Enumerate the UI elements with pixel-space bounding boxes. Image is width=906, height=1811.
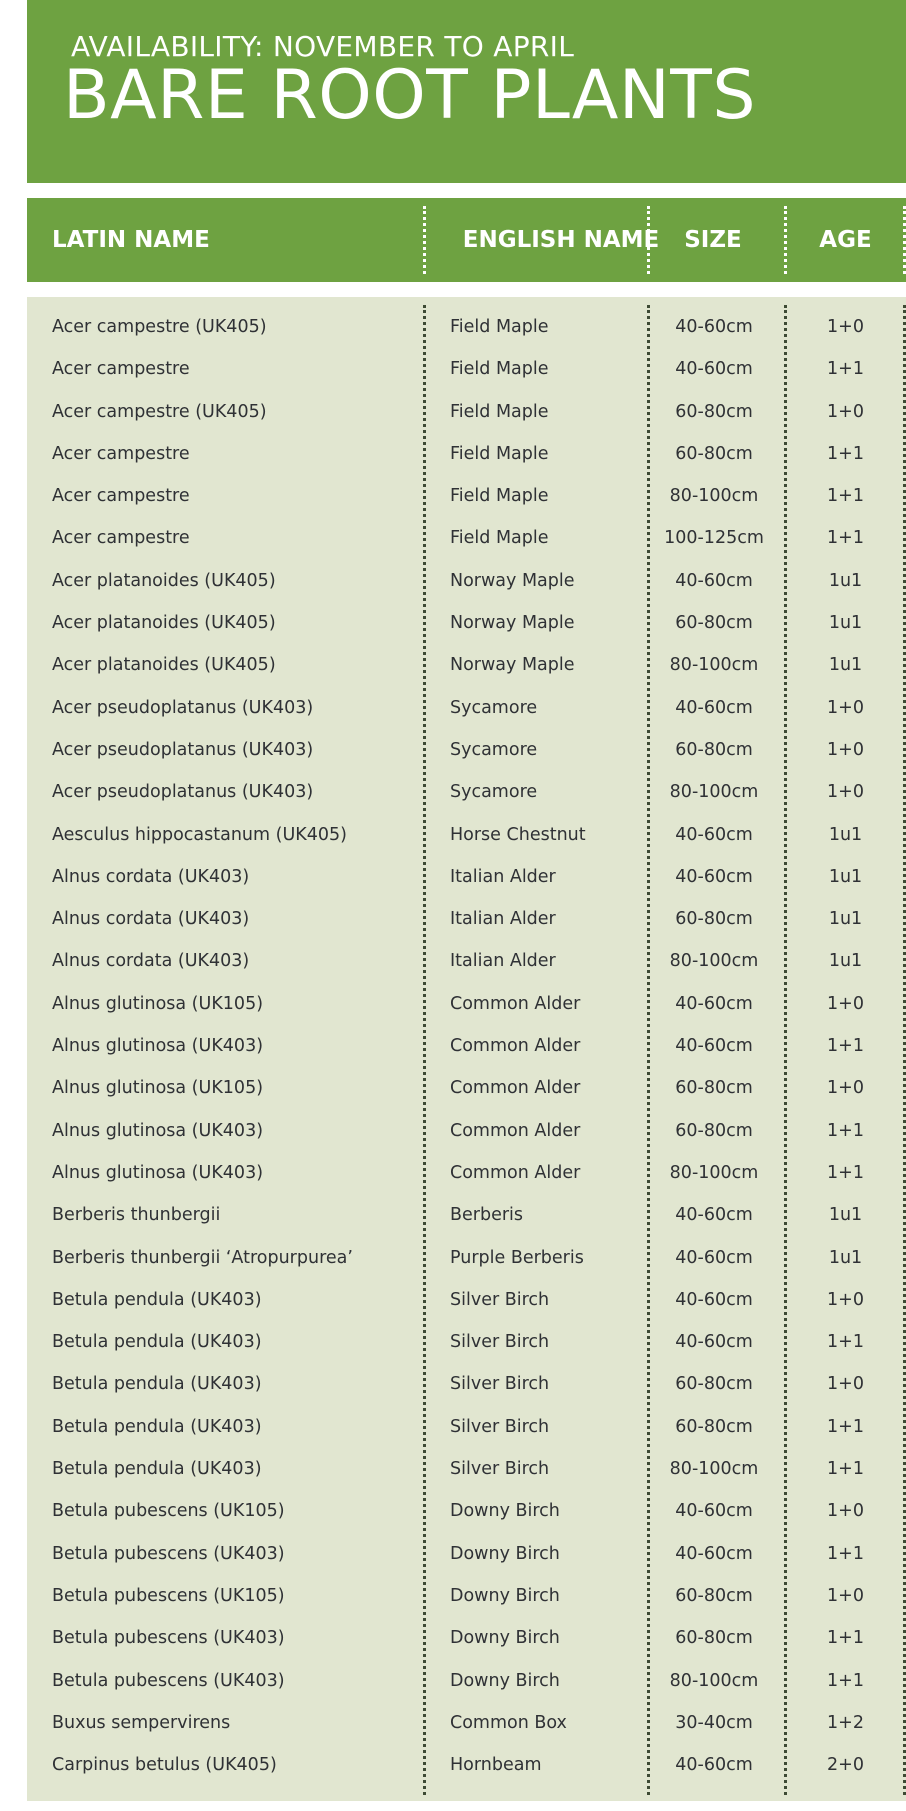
- cell-latin-name: Acer platanoides (UK405): [52, 570, 276, 591]
- cell-age: 1+1: [827, 528, 864, 549]
- cell-age: 1u1: [828, 866, 863, 887]
- cell-english-name: Purple Berberis: [450, 1247, 584, 1268]
- cell-size: 40-60cm: [675, 1755, 753, 1776]
- table-row: [27, 1279, 906, 1321]
- table-row: [27, 1194, 906, 1236]
- cell-size: 60-80cm: [675, 739, 753, 760]
- cell-age: 1+0: [827, 739, 864, 760]
- table-row: [27, 1067, 906, 1109]
- cell-english-name: Hornbeam: [450, 1755, 542, 1776]
- cell-english-name: Common Alder: [450, 1036, 581, 1057]
- cell-size: 80-100cm: [669, 1162, 759, 1183]
- cell-age: 1+1: [827, 486, 864, 507]
- cell-english-name: Norway Maple: [450, 570, 575, 591]
- cell-size: 40-60cm: [675, 993, 753, 1014]
- cell-size: 60-80cm: [675, 1374, 753, 1395]
- cell-latin-name: Acer platanoides (UK405): [52, 613, 276, 634]
- column-header-english-name: ENGLISH NAME: [462, 227, 660, 253]
- cell-english-name: Field Maple: [450, 401, 549, 422]
- cell-latin-name: Acer campestre (UK405): [52, 401, 267, 422]
- cell-age: 1+0: [827, 1585, 864, 1606]
- cell-age: 1+1: [827, 443, 864, 464]
- cell-age: 1+0: [827, 401, 864, 422]
- page-title: BARE ROOT PLANTS: [63, 56, 756, 135]
- cell-age: 1+1: [827, 1416, 864, 1437]
- cell-size: 60-80cm: [675, 1416, 753, 1437]
- cell-age: 1u1: [828, 1205, 863, 1226]
- table-row: [27, 433, 906, 475]
- cell-age: 2+0: [827, 1755, 864, 1776]
- cell-english-name: Berberis: [450, 1205, 524, 1226]
- cell-latin-name: Alnus glutinosa (UK105): [52, 1078, 264, 1099]
- cell-english-name: Common Alder: [450, 993, 581, 1014]
- cell-english-name: Italian Alder: [450, 951, 556, 972]
- cell-english-name: Downy Birch: [450, 1585, 560, 1606]
- table-row: [27, 1321, 906, 1363]
- table-row: [27, 814, 906, 856]
- column-divider: [423, 206, 426, 274]
- cell-latin-name: Acer pseudoplatanus (UK403): [52, 697, 314, 718]
- cell-size: 40-60cm: [675, 359, 753, 380]
- cell-size: 40-60cm: [675, 1332, 753, 1353]
- cell-size: 80-100cm: [669, 655, 759, 676]
- plant-table-body: [27, 297, 906, 1801]
- table-header: [27, 198, 906, 282]
- cell-english-name: Field Maple: [450, 359, 549, 380]
- table-row: [27, 856, 906, 898]
- cell-english-name: Italian Alder: [450, 909, 556, 930]
- table-row: [27, 1406, 906, 1448]
- cell-size: 80-100cm: [669, 1670, 759, 1691]
- table-row: [27, 348, 906, 390]
- cell-age: 1+1: [827, 1628, 864, 1649]
- table-row: [27, 560, 906, 602]
- table-row: [27, 644, 906, 686]
- cell-latin-name: Acer campestre: [52, 359, 190, 380]
- cell-size: 40-60cm: [675, 1247, 753, 1268]
- cell-size: 40-60cm: [675, 1543, 753, 1564]
- table-row: [27, 1702, 906, 1744]
- table-row: [27, 517, 906, 559]
- cell-latin-name: Aesculus hippocastanum (UK405): [52, 824, 347, 845]
- cell-age: 1+1: [827, 359, 864, 380]
- cell-age: 1+0: [827, 1501, 864, 1522]
- cell-size: 80-100cm: [669, 951, 759, 972]
- table-row: [27, 1533, 906, 1575]
- cell-english-name: Common Alder: [450, 1162, 581, 1183]
- cell-age: 1u1: [828, 909, 863, 930]
- cell-english-name: Horse Chestnut: [450, 824, 586, 845]
- cell-size: 40-60cm: [675, 824, 753, 845]
- table-row: [27, 1025, 906, 1067]
- table-row: [27, 602, 906, 644]
- table-row: [27, 687, 906, 729]
- cell-latin-name: Betula pendula (UK403): [52, 1332, 262, 1353]
- cell-latin-name: Alnus cordata (UK403): [52, 866, 250, 887]
- cell-latin-name: Acer campestre: [52, 443, 190, 464]
- cell-english-name: Silver Birch: [450, 1332, 550, 1353]
- cell-latin-name: Betula pubescens (UK105): [52, 1501, 285, 1522]
- table-row: [27, 940, 906, 982]
- cell-size: 30-40cm: [675, 1712, 753, 1733]
- table-row: [27, 898, 906, 940]
- cell-size: 40-60cm: [675, 866, 753, 887]
- cell-latin-name: Betula pendula (UK403): [52, 1289, 262, 1310]
- cell-english-name: Common Alder: [450, 1120, 581, 1141]
- cell-age: 1+2: [827, 1712, 864, 1733]
- table-row: [27, 1237, 906, 1279]
- cell-age: 1+0: [827, 697, 864, 718]
- cell-age: 1+1: [827, 1120, 864, 1141]
- cell-size: 40-60cm: [675, 1205, 753, 1226]
- cell-age: 1+0: [827, 993, 864, 1014]
- cell-size: 80-100cm: [669, 782, 759, 803]
- cell-english-name: Norway Maple: [450, 613, 575, 634]
- cell-english-name: Field Maple: [450, 443, 549, 464]
- table-row: [27, 1617, 906, 1659]
- cell-age: 1+1: [827, 1670, 864, 1691]
- table-row: [27, 729, 906, 771]
- title-banner: [27, 0, 906, 183]
- table-row: [27, 983, 906, 1025]
- table-row: [27, 1490, 906, 1532]
- cell-latin-name: Acer pseudoplatanus (UK403): [52, 782, 314, 803]
- cell-latin-name: Betula pendula (UK403): [52, 1374, 262, 1395]
- cell-latin-name: Buxus sempervirens: [52, 1712, 231, 1733]
- cell-latin-name: Alnus glutinosa (UK403): [52, 1162, 264, 1183]
- cell-latin-name: Carpinus betulus (UK405): [52, 1755, 277, 1776]
- cell-latin-name: Alnus cordata (UK403): [52, 951, 250, 972]
- table-row: [27, 475, 906, 517]
- cell-latin-name: Betula pendula (UK403): [52, 1459, 262, 1480]
- cell-latin-name: Betula pubescens (UK105): [52, 1585, 285, 1606]
- table-row: [27, 1448, 906, 1490]
- table-row: [27, 771, 906, 813]
- cell-size: 40-60cm: [675, 1501, 753, 1522]
- cell-age: 1+0: [827, 782, 864, 803]
- cell-latin-name: Alnus glutinosa (UK403): [52, 1120, 264, 1141]
- cell-size: 40-60cm: [675, 1289, 753, 1310]
- cell-age: 1+0: [827, 317, 864, 337]
- column-header-size: SIZE: [684, 227, 742, 253]
- cell-age: 1+1: [827, 1332, 864, 1353]
- cell-size: 60-80cm: [675, 613, 753, 634]
- cell-age: 1+1: [827, 1162, 864, 1183]
- cell-age: 1u1: [828, 824, 863, 845]
- table-row: [27, 306, 906, 348]
- cell-english-name: Sycamore: [450, 782, 538, 803]
- cell-latin-name: Betula pubescens (UK403): [52, 1628, 285, 1649]
- cell-latin-name: Alnus cordata (UK403): [52, 909, 250, 930]
- table-row: [27, 1110, 906, 1152]
- cell-english-name: Silver Birch: [450, 1289, 550, 1310]
- cell-english-name: Downy Birch: [450, 1628, 560, 1649]
- cell-size: 60-80cm: [675, 1078, 753, 1099]
- cell-english-name: Silver Birch: [450, 1374, 550, 1395]
- cell-english-name: Silver Birch: [450, 1416, 550, 1437]
- cell-latin-name: Betula pendula (UK403): [52, 1416, 262, 1437]
- cell-latin-name: Berberis thunbergii ‘Atropurpurea’: [52, 1247, 353, 1268]
- cell-size: 60-80cm: [675, 443, 753, 464]
- cell-age: 1+1: [827, 1543, 864, 1564]
- cell-english-name: Field Maple: [450, 486, 549, 507]
- cell-english-name: Common Alder: [450, 1078, 581, 1099]
- cell-english-name: Sycamore: [450, 739, 538, 760]
- cell-age: 1u1: [828, 951, 863, 972]
- table-row: [27, 1744, 906, 1786]
- cell-latin-name: Betula pubescens (UK403): [52, 1670, 285, 1691]
- table-row: [27, 1660, 906, 1702]
- cell-age: 1+0: [827, 1289, 864, 1310]
- cell-english-name: Field Maple: [450, 317, 549, 337]
- cell-size: 40-60cm: [675, 317, 753, 337]
- cell-age: 1u1: [828, 613, 863, 634]
- cell-latin-name: Acer pseudoplatanus (UK403): [52, 739, 314, 760]
- cell-age: 1+1: [827, 1036, 864, 1057]
- cell-english-name: Italian Alder: [450, 866, 556, 887]
- cell-size: 100-125cm: [664, 528, 764, 549]
- cell-latin-name: Acer campestre: [52, 528, 190, 549]
- cell-age: 1u1: [828, 655, 863, 676]
- cell-english-name: Downy Birch: [450, 1543, 560, 1564]
- column-header-latin-name: LATIN NAME: [52, 227, 210, 253]
- cell-size: 60-80cm: [675, 1585, 753, 1606]
- cell-age: 1+1: [827, 1459, 864, 1480]
- cell-size: 40-60cm: [675, 1036, 753, 1057]
- cell-age: 1u1: [828, 570, 863, 591]
- availability-subtitle: AVAILABILITY: NOVEMBER TO APRIL: [71, 30, 575, 63]
- cell-latin-name: Alnus glutinosa (UK105): [52, 993, 264, 1014]
- table-row: [27, 391, 906, 433]
- cell-size: 40-60cm: [675, 570, 753, 591]
- cell-english-name: Downy Birch: [450, 1670, 560, 1691]
- cell-age: 1+0: [827, 1078, 864, 1099]
- cell-english-name: Silver Birch: [450, 1459, 550, 1480]
- cell-size: 80-100cm: [669, 486, 759, 507]
- cell-size: 60-80cm: [675, 401, 753, 422]
- cell-size: 60-80cm: [675, 1628, 753, 1649]
- cell-age: 1u1: [828, 1247, 863, 1268]
- table-row: [27, 1363, 906, 1405]
- cell-english-name: Common Box: [450, 1712, 567, 1733]
- cell-english-name: Downy Birch: [450, 1501, 560, 1522]
- cell-latin-name: Berberis thunbergii: [52, 1205, 221, 1226]
- cell-english-name: Sycamore: [450, 697, 538, 718]
- cell-latin-name: Acer campestre (UK405): [52, 317, 267, 337]
- table-rows: [27, 306, 906, 1786]
- cell-latin-name: Alnus glutinosa (UK403): [52, 1036, 264, 1057]
- table-row: [27, 1152, 906, 1194]
- cell-size: 60-80cm: [675, 909, 753, 930]
- cell-age: 1+0: [827, 1374, 864, 1395]
- column-header-age: AGE: [819, 227, 872, 253]
- cell-latin-name: Acer campestre: [52, 486, 190, 507]
- cell-latin-name: Acer platanoides (UK405): [52, 655, 276, 676]
- cell-latin-name: Betula pubescens (UK403): [52, 1543, 285, 1564]
- cell-english-name: Field Maple: [450, 528, 549, 549]
- cell-size: 60-80cm: [675, 1120, 753, 1141]
- table-row: [27, 1575, 906, 1617]
- cell-english-name: Norway Maple: [450, 655, 575, 676]
- cell-size: 40-60cm: [675, 697, 753, 718]
- cell-size: 80-100cm: [669, 1459, 759, 1480]
